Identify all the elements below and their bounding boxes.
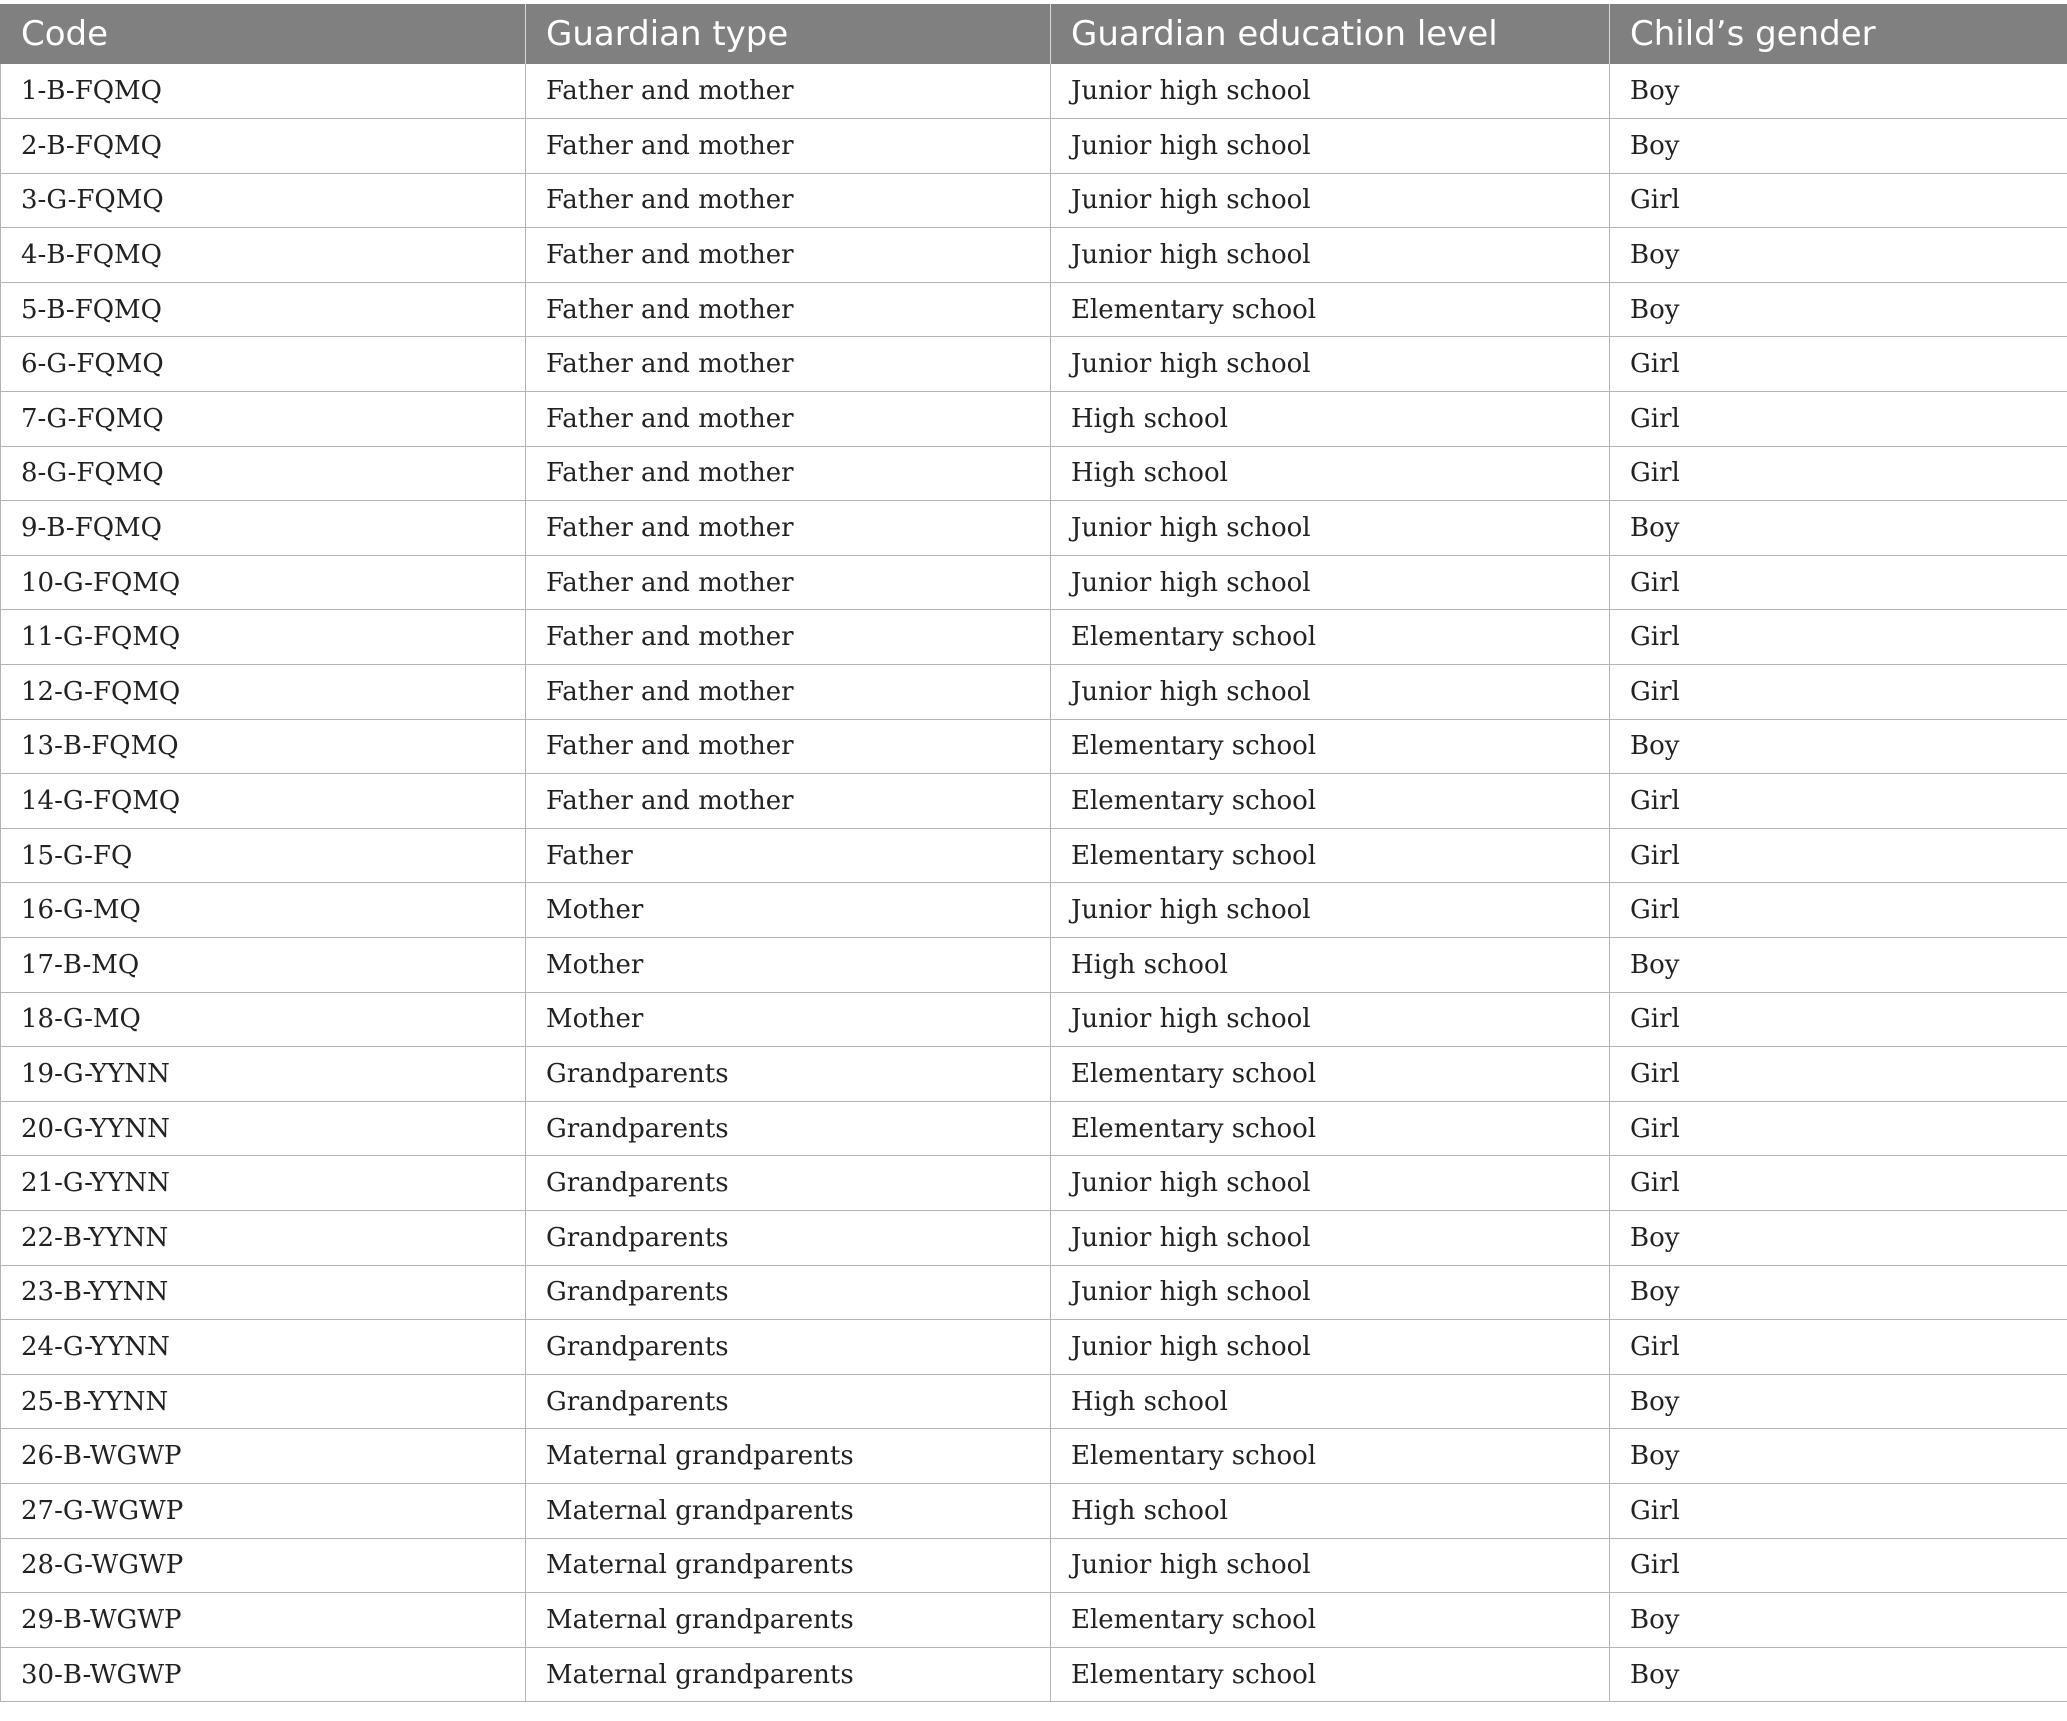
cell-guardian-type: Maternal grandparents <box>526 1538 1051 1593</box>
cell-guardian-type: Father and mother <box>526 228 1051 283</box>
cell-guardian-education-level: Junior high school <box>1051 173 1610 228</box>
table-body <box>1 64 2067 1702</box>
cell-code: 25-B-YYNN <box>1 1374 526 1429</box>
cell-guardian-type: Mother <box>526 992 1051 1047</box>
table-row <box>1 1483 2067 1538</box>
cell-guardian-education-level: Junior high school <box>1051 555 1610 610</box>
table-row <box>1 1101 2067 1156</box>
cell-guardian-type: Father and mother <box>526 774 1051 829</box>
cell-child-gender: Boy <box>1610 228 2067 283</box>
cell-guardian-education-level: Elementary school <box>1051 719 1610 774</box>
cell-code: 1-B-FQMQ <box>1 64 526 119</box>
cell-child-gender: Boy <box>1610 64 2067 119</box>
cell-code: 11-G-FQMQ <box>1 610 526 665</box>
cell-code: 9-B-FQMQ <box>1 501 526 556</box>
cell-code: 3-G-FQMQ <box>1 173 526 228</box>
cell-code: 14-G-FQMQ <box>1 774 526 829</box>
cell-guardian-education-level: Elementary school <box>1051 1047 1610 1102</box>
cell-guardian-type: Father and mother <box>526 501 1051 556</box>
table-row <box>1 555 2067 610</box>
cell-guardian-education-level: Junior high school <box>1051 64 1610 119</box>
cell-child-gender: Boy <box>1610 1210 2067 1265</box>
table-row <box>1 1265 2067 1320</box>
cell-code: 22-B-YYNN <box>1 1210 526 1265</box>
cell-guardian-education-level: Elementary school <box>1051 610 1610 665</box>
cell-guardian-type: Father and mother <box>526 173 1051 228</box>
cell-code: 19-G-YYNN <box>1 1047 526 1102</box>
cell-guardian-type: Maternal grandparents <box>526 1483 1051 1538</box>
cell-guardian-type: Grandparents <box>526 1210 1051 1265</box>
table-row <box>1 1374 2067 1429</box>
cell-guardian-type: Father <box>526 828 1051 883</box>
cell-guardian-type: Father and mother <box>526 719 1051 774</box>
cell-code: 4-B-FQMQ <box>1 228 526 283</box>
table-row <box>1 173 2067 228</box>
cell-code: 23-B-YYNN <box>1 1265 526 1320</box>
cell-guardian-type: Father and mother <box>526 64 1051 119</box>
cell-guardian-type: Father and mother <box>526 392 1051 447</box>
cell-guardian-type: Mother <box>526 883 1051 938</box>
cell-guardian-education-level: Junior high school <box>1051 1538 1610 1593</box>
cell-code: 24-G-YYNN <box>1 1320 526 1375</box>
cell-guardian-education-level: Junior high school <box>1051 228 1610 283</box>
table-row <box>1 228 2067 283</box>
cell-child-gender: Girl <box>1610 1538 2067 1593</box>
cell-child-gender: Girl <box>1610 555 2067 610</box>
cell-code: 27-G-WGWP <box>1 1483 526 1538</box>
cell-guardian-education-level: Elementary school <box>1051 1647 1610 1702</box>
table-row <box>1 337 2067 392</box>
cell-guardian-type: Father and mother <box>526 446 1051 501</box>
cell-guardian-type: Maternal grandparents <box>526 1593 1051 1648</box>
table-row <box>1 1320 2067 1375</box>
cell-child-gender: Boy <box>1610 938 2067 993</box>
cell-child-gender: Boy <box>1610 1647 2067 1702</box>
table-row <box>1 392 2067 447</box>
cell-guardian-education-level: Junior high school <box>1051 1265 1610 1320</box>
table-header <box>1 4 2067 64</box>
cell-guardian-education-level: Elementary school <box>1051 1429 1610 1484</box>
cell-code: 12-G-FQMQ <box>1 665 526 720</box>
cell-child-gender: Girl <box>1610 1320 2067 1375</box>
header-guardian-education-level: Guardian education level <box>1051 4 1610 64</box>
cell-guardian-type: Grandparents <box>526 1320 1051 1375</box>
cell-child-gender: Girl <box>1610 173 2067 228</box>
cell-guardian-education-level: Junior high school <box>1051 1210 1610 1265</box>
cell-code: 21-G-YYNN <box>1 1156 526 1211</box>
cell-guardian-type: Grandparents <box>526 1156 1051 1211</box>
cell-child-gender: Boy <box>1610 1265 2067 1320</box>
cell-guardian-education-level: High school <box>1051 1374 1610 1429</box>
cell-child-gender: Girl <box>1610 446 2067 501</box>
cell-child-gender: Girl <box>1610 610 2067 665</box>
table-row <box>1 64 2067 119</box>
cell-child-gender: Girl <box>1610 774 2067 829</box>
table-row <box>1 501 2067 556</box>
cell-guardian-education-level: Junior high school <box>1051 992 1610 1047</box>
cell-guardian-type: Grandparents <box>526 1101 1051 1156</box>
cell-guardian-type: Father and mother <box>526 665 1051 720</box>
cell-guardian-type: Grandparents <box>526 1047 1051 1102</box>
cell-code: 16-G-MQ <box>1 883 526 938</box>
cell-guardian-type: Mother <box>526 938 1051 993</box>
cell-code: 30-B-WGWP <box>1 1647 526 1702</box>
table-row <box>1 446 2067 501</box>
table-row <box>1 1047 2067 1102</box>
cell-child-gender: Girl <box>1610 992 2067 1047</box>
cell-guardian-education-level: Junior high school <box>1051 883 1610 938</box>
cell-child-gender: Boy <box>1610 1374 2067 1429</box>
table-row <box>1 665 2067 720</box>
cell-guardian-type: Father and mother <box>526 555 1051 610</box>
cell-child-gender: Girl <box>1610 828 2067 883</box>
cell-child-gender: Girl <box>1610 1101 2067 1156</box>
table-row <box>1 774 2067 829</box>
cell-guardian-education-level: High school <box>1051 392 1610 447</box>
cell-guardian-type: Grandparents <box>526 1374 1051 1429</box>
cell-child-gender: Boy <box>1610 119 2067 174</box>
cell-code: 6-G-FQMQ <box>1 337 526 392</box>
table-row <box>1 1647 2067 1702</box>
cell-guardian-education-level: High school <box>1051 938 1610 993</box>
cell-code: 5-B-FQMQ <box>1 282 526 337</box>
cell-code: 8-G-FQMQ <box>1 446 526 501</box>
cell-code: 17-B-MQ <box>1 938 526 993</box>
cell-guardian-type: Father and mother <box>526 610 1051 665</box>
table-row <box>1 1593 2067 1648</box>
cell-guardian-education-level: Elementary school <box>1051 828 1610 883</box>
table-row <box>1 1429 2067 1484</box>
cell-guardian-education-level: Junior high school <box>1051 119 1610 174</box>
cell-guardian-education-level: Junior high school <box>1051 337 1610 392</box>
cell-code: 29-B-WGWP <box>1 1593 526 1648</box>
cell-child-gender: Boy <box>1610 1429 2067 1484</box>
table-row <box>1 282 2067 337</box>
cell-guardian-type: Father and mother <box>526 337 1051 392</box>
table-row <box>1 992 2067 1047</box>
cell-code: 20-G-YYNN <box>1 1101 526 1156</box>
cell-guardian-education-level: High school <box>1051 446 1610 501</box>
cell-guardian-education-level: Junior high school <box>1051 665 1610 720</box>
cell-child-gender: Boy <box>1610 501 2067 556</box>
cell-child-gender: Boy <box>1610 1593 2067 1648</box>
cell-guardian-type: Grandparents <box>526 1265 1051 1320</box>
cell-guardian-type: Maternal grandparents <box>526 1647 1051 1702</box>
cell-guardian-education-level: High school <box>1051 1483 1610 1538</box>
header-row <box>1 4 2067 64</box>
cell-guardian-type: Maternal grandparents <box>526 1429 1051 1484</box>
cell-guardian-education-level: Elementary school <box>1051 1101 1610 1156</box>
header-guardian-type: Guardian type <box>526 4 1051 64</box>
cell-code: 26-B-WGWP <box>1 1429 526 1484</box>
cell-code: 2-B-FQMQ <box>1 119 526 174</box>
cell-child-gender: Boy <box>1610 719 2067 774</box>
table-row <box>1 119 2067 174</box>
table-row <box>1 1210 2067 1265</box>
table-row <box>1 938 2067 993</box>
cell-guardian-education-level: Elementary school <box>1051 774 1610 829</box>
cell-guardian-education-level: Elementary school <box>1051 282 1610 337</box>
header-child-gender: Child’s gender <box>1610 4 2067 64</box>
guardian-table <box>0 4 2067 1702</box>
cell-child-gender: Girl <box>1610 392 2067 447</box>
cell-code: 18-G-MQ <box>1 992 526 1047</box>
cell-code: 13-B-FQMQ <box>1 719 526 774</box>
cell-code: 28-G-WGWP <box>1 1538 526 1593</box>
cell-guardian-education-level: Junior high school <box>1051 1156 1610 1211</box>
cell-guardian-education-level: Junior high school <box>1051 1320 1610 1375</box>
header-code: Code <box>1 4 526 64</box>
cell-code: 15-G-FQ <box>1 828 526 883</box>
table-row <box>1 828 2067 883</box>
cell-child-gender: Girl <box>1610 883 2067 938</box>
table-row <box>1 610 2067 665</box>
cell-guardian-type: Father and mother <box>526 119 1051 174</box>
cell-guardian-type: Father and mother <box>526 282 1051 337</box>
cell-child-gender: Girl <box>1610 1047 2067 1102</box>
cell-guardian-education-level: Elementary school <box>1051 1593 1610 1648</box>
table-row <box>1 1156 2067 1211</box>
cell-code: 10-G-FQMQ <box>1 555 526 610</box>
table-row <box>1 1538 2067 1593</box>
cell-child-gender: Girl <box>1610 337 2067 392</box>
cell-child-gender: Girl <box>1610 1483 2067 1538</box>
cell-child-gender: Girl <box>1610 1156 2067 1211</box>
cell-guardian-education-level: Junior high school <box>1051 501 1610 556</box>
cell-child-gender: Boy <box>1610 282 2067 337</box>
cell-code: 7-G-FQMQ <box>1 392 526 447</box>
cell-child-gender: Girl <box>1610 665 2067 720</box>
table-row <box>1 719 2067 774</box>
table-row <box>1 883 2067 938</box>
